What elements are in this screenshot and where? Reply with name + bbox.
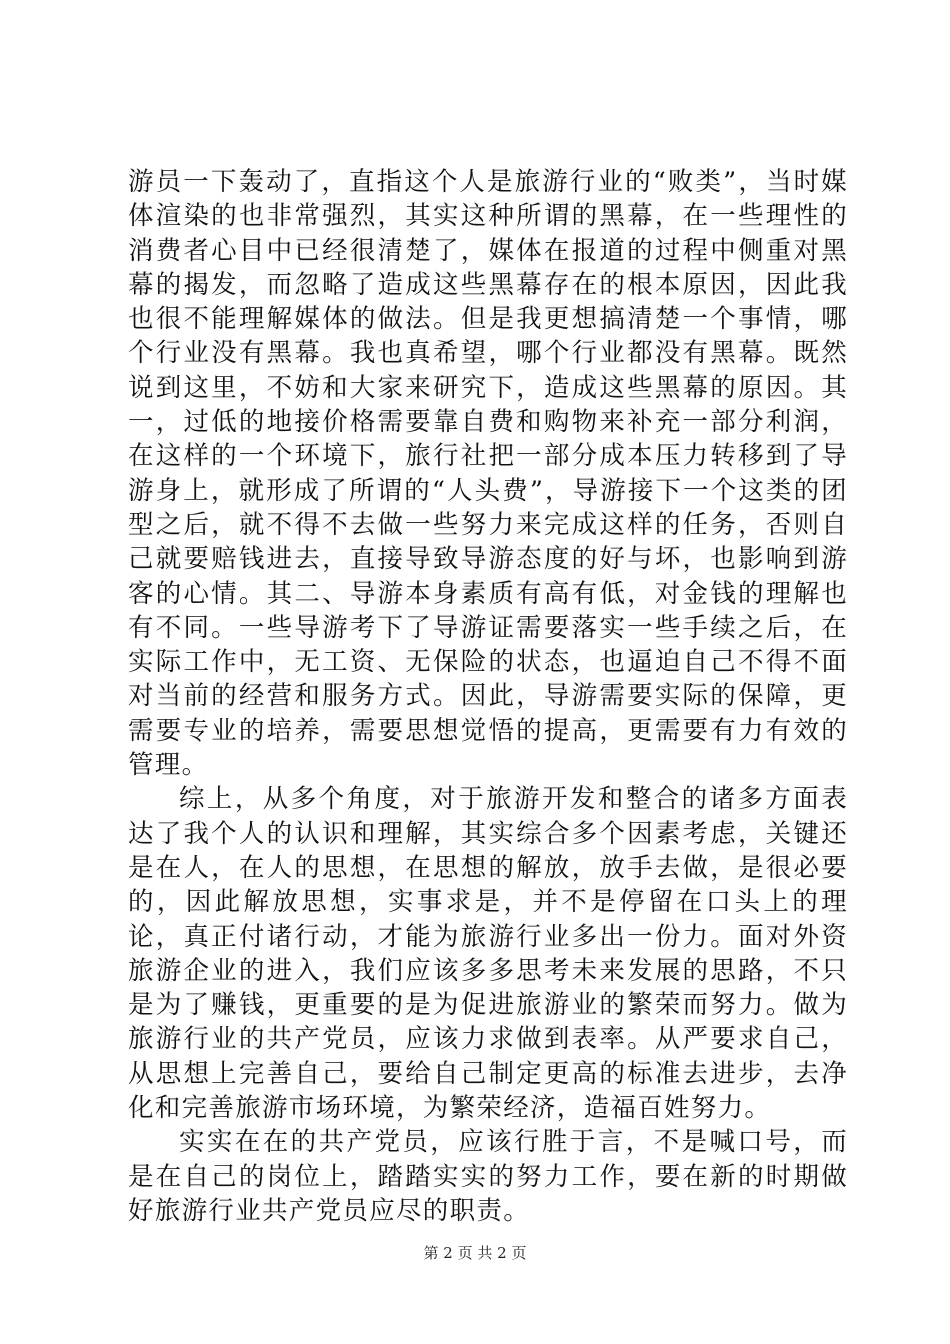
document-body	[128, 165, 848, 1228]
paragraph-conclusion: 实实在在的共产党员，应该行胜于言，不是喊口号，而是在自己的岗位上，踏踏实实的努力工作，要在新的时期做好旅游行业共产党员应尽的职责。	[128, 1127, 848, 1226]
page-number-footer: 第 2 页 共 2 页	[423, 1244, 527, 1262]
paragraph-continued: 游员一下轰动了，直指这个人是旅游行业的“败类”，当时媒体渲染的也非常强烈，其实这种所谓的黑幕，在一些理性的消费者心目中已经很清楚了，媒体在报道的过程中侧重对黑幕的揭发，而忽略了造成这些黑幕存在的根本原因，因此我也很不能理解媒体的做法。但是我更想搞清楚一个事情，哪个行业没有黑幕。我也真希望，哪个行业都没有黑幕。既然说到这里，不妨和大家来研究下，造成这些黑幕的原因。其一，过低的地接价格需要靠自费和购物来补充一部分利润，在这样的一个环境下，旅行社把一部分成本压力转移到了导游身上，就形成了所谓的“人头费”，导游接下一个这类的团型之后，就不得不去做一些努力来完成这样的任务，否则自己就要赔钱进去，直接导致导游态度的好与坏，也影响到游客的心情。其二、导游本身素质有高有低，对金钱的理解也有不同。一些导游考下了导游证需要落实一些手续之后，在实际工作中，无工资、无保险的状态，也逼迫自己不得不面对当前的经营和服务方式。因此，导游需要实际的保障，更需要专业的培养，需要思想觉悟的提高，更需要有力有效的管理。	[128, 167, 848, 781]
paragraph-summary: 综上，从多个角度，对于旅游开发和整合的诸多方面表达了我个人的认识和理解，其实综合多个因素考虑，关键还是在人，在人的思想，在思想的解放，放手去做，是很必要的，因此解放思想，实事求是，并不是停留在口头上的理论，真正付诸行动，才能为旅游行业多出一份力。面对外资旅游企业的进入，我们应该多多思考未来发展的思路，不只是为了赚钱，更重要的是为促进旅游业的繁荣而努力。做为旅游行业的共产党员，应该力求做到表率。从严要求自己，从思想上完善自己，要给自己制定更高的标准去进步，去净化和完善旅游市场环境，为繁荣经济，造福百姓努力。	[128, 784, 848, 1124]
